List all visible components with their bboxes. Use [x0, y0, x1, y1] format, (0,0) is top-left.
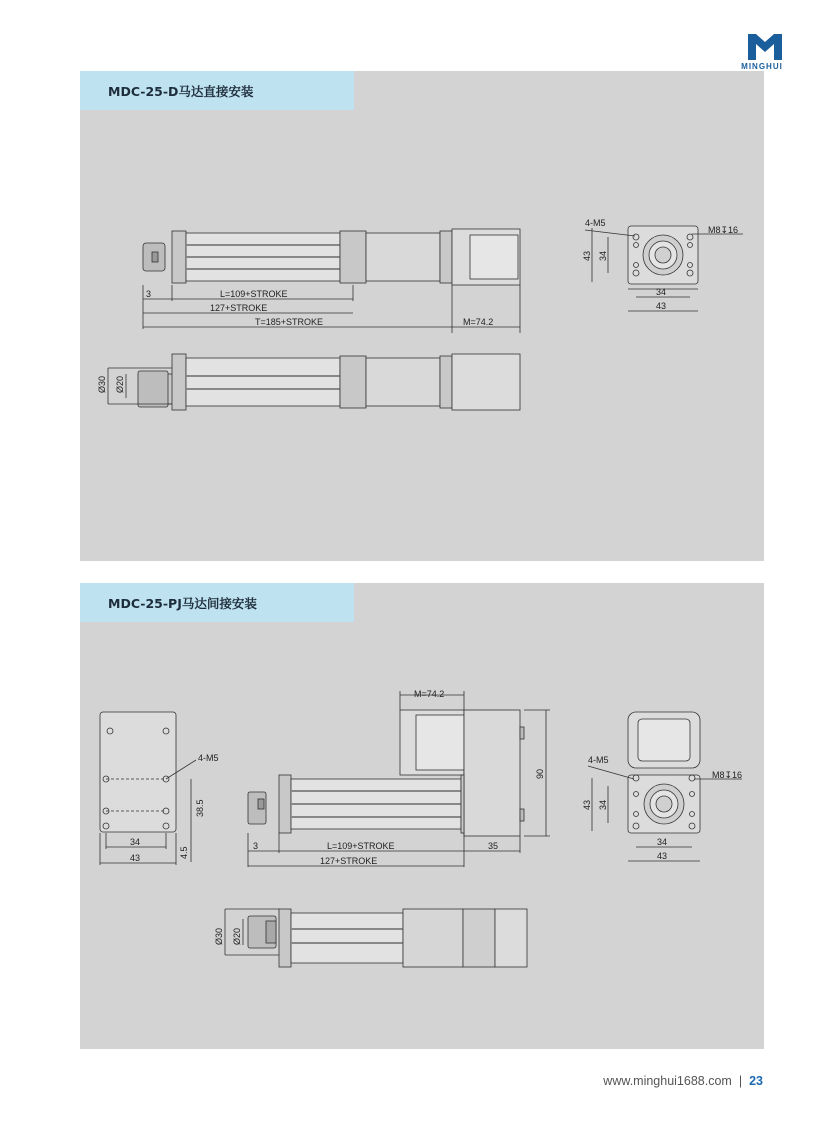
section-title: MDC-25-PJ马达间接安装	[108, 596, 257, 611]
dim-height-90: 90	[535, 768, 545, 779]
dim-motor-length: M=74.2	[414, 689, 445, 699]
dim-height-inner: 34	[598, 250, 608, 261]
dim-height-385: 38.5	[195, 799, 205, 817]
website-url: www.minghui1688.com	[603, 1074, 732, 1088]
section-indirect-mount	[80, 583, 764, 1049]
dim-width-inner-left: 34	[130, 837, 141, 847]
footer-separator: |	[738, 1074, 743, 1088]
page-footer	[603, 1074, 763, 1088]
dim-dia-inner: Ø20	[115, 375, 125, 393]
dim-total-short: 127+STROKE	[320, 856, 378, 866]
dim-end-holes: 4-M5	[585, 218, 606, 228]
dim-total-short: 127+STROKE	[210, 303, 268, 313]
dim-length: L=109+STROKE	[220, 289, 288, 299]
indirect-mount-drawing	[80, 583, 764, 1049]
dim-height-inner: 34	[598, 799, 608, 810]
dim-holes-right: 4-M5	[588, 755, 609, 765]
dim-width-outer: 43	[657, 851, 668, 861]
dim-left-offset: 3	[146, 289, 152, 299]
dim-motor-length: M=74.2	[463, 317, 494, 327]
dim-dia-inner: Ø20	[232, 927, 242, 945]
dim-dia-outer: Ø30	[214, 927, 224, 945]
dim-height-45: 4.5	[179, 846, 189, 859]
dim-width-inner: 34	[657, 837, 668, 847]
section-direct-mount	[80, 71, 764, 561]
dim-width-outer: 43	[656, 301, 667, 311]
dim-height-outer: 43	[582, 799, 592, 810]
section-title: MDC-25-D马达直接安装	[108, 84, 254, 99]
brand-name: MINGHUI	[741, 62, 783, 71]
dim-width-inner: 34	[656, 287, 667, 297]
dim-height-outer: 43	[582, 250, 592, 261]
dim-thread: M8↧16	[708, 225, 739, 235]
direct-mount-drawing	[80, 71, 764, 561]
dim-left-offset: 3	[253, 841, 259, 851]
dim-dia-outer: Ø30	[97, 375, 107, 393]
dim-width-outer-left: 43	[130, 853, 141, 863]
dim-total: T=185+STROKE	[255, 317, 324, 327]
dim-right-35: 35	[488, 841, 499, 851]
dim-length: L=109+STROKE	[327, 841, 395, 851]
page-number: 23	[749, 1074, 763, 1088]
dim-thread: M8↧16	[712, 770, 743, 780]
dim-holes-left: 4-M5	[198, 753, 219, 763]
